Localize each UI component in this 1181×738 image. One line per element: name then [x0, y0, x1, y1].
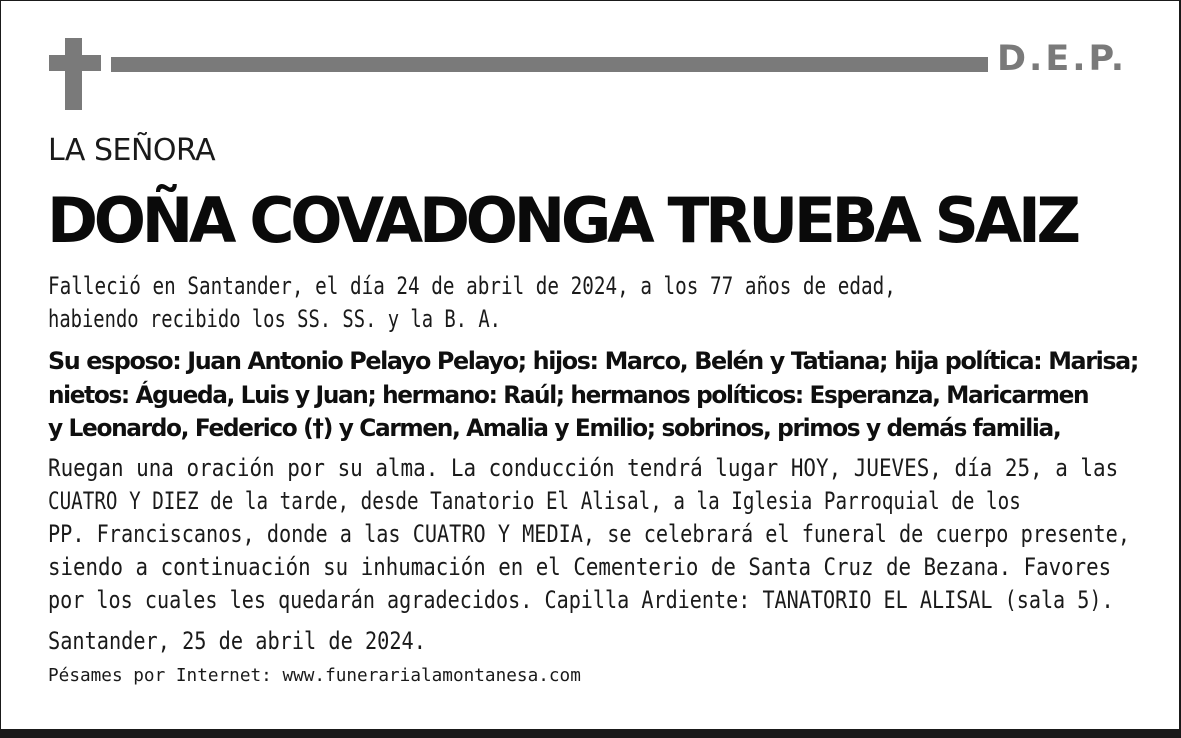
- family-line-2: nietos: Águeda, Luis y Juan; hermano: Raúl; hermanos políticos: Esperanza, Maricarmen: [48, 381, 1089, 409]
- deceased-name: DOÑA COVADONGA TRUEBA SAIZ: [47, 184, 1077, 257]
- details-line-1: Falleció en Santander, el día 24 de abril de 2024, a los 77 años de edad,: [48, 272, 896, 300]
- cross-vertical-bar: [65, 38, 82, 110]
- details-line-2: habiendo recibido los SS. SS. y la B. A.: [48, 305, 501, 333]
- funeral-line-2: CUATRO Y DIEZ de la tarde, desde Tanatorio El Alisal, a la Iglesia Parroquial de los: [48, 487, 1021, 515]
- family-line-1: Su esposo: Juan Antonio Pelayo Pelayo; hijos: Marco, Belén y Tatiana; hija política: Marisa;: [48, 347, 1138, 375]
- header-rule: [111, 57, 988, 72]
- cross-icon: [49, 38, 101, 110]
- funeral-line-5: por los cuales les quedarán agradecidos. Capilla Ardiente: TANATORIO EL ALISAL (sala 5).: [48, 586, 1114, 614]
- dep-tag: D.E.P.: [997, 39, 1128, 79]
- pesames-link[interactable]: Pésames por Internet: www.funerarialamontanesa.com: [48, 665, 581, 686]
- family-line-3: y Leonardo, Federico (†) y Carmen, Amalia y Emilio; sobrinos, primos y demás familia,: [48, 414, 1061, 442]
- cross-horizontal-bar: [49, 55, 101, 71]
- funeral-line-4: siendo a continuación su inhumación en el Cementerio de Santa Cruz de Bezana. Favores: [48, 553, 1112, 581]
- signing-date: Santander, 25 de abril de 2024.: [48, 627, 426, 655]
- funeral-line-1: Ruegan una oración por su alma. La conducción tendrá lugar HOY, JUEVES, día 25, a las: [48, 454, 1119, 482]
- funeral-line-3: PP. Franciscanos, donde a las CUATRO Y MEDIA, se celebrará el funeral de cuerpo presente,: [48, 520, 1130, 548]
- pretitle: LA SEÑORA: [48, 133, 216, 168]
